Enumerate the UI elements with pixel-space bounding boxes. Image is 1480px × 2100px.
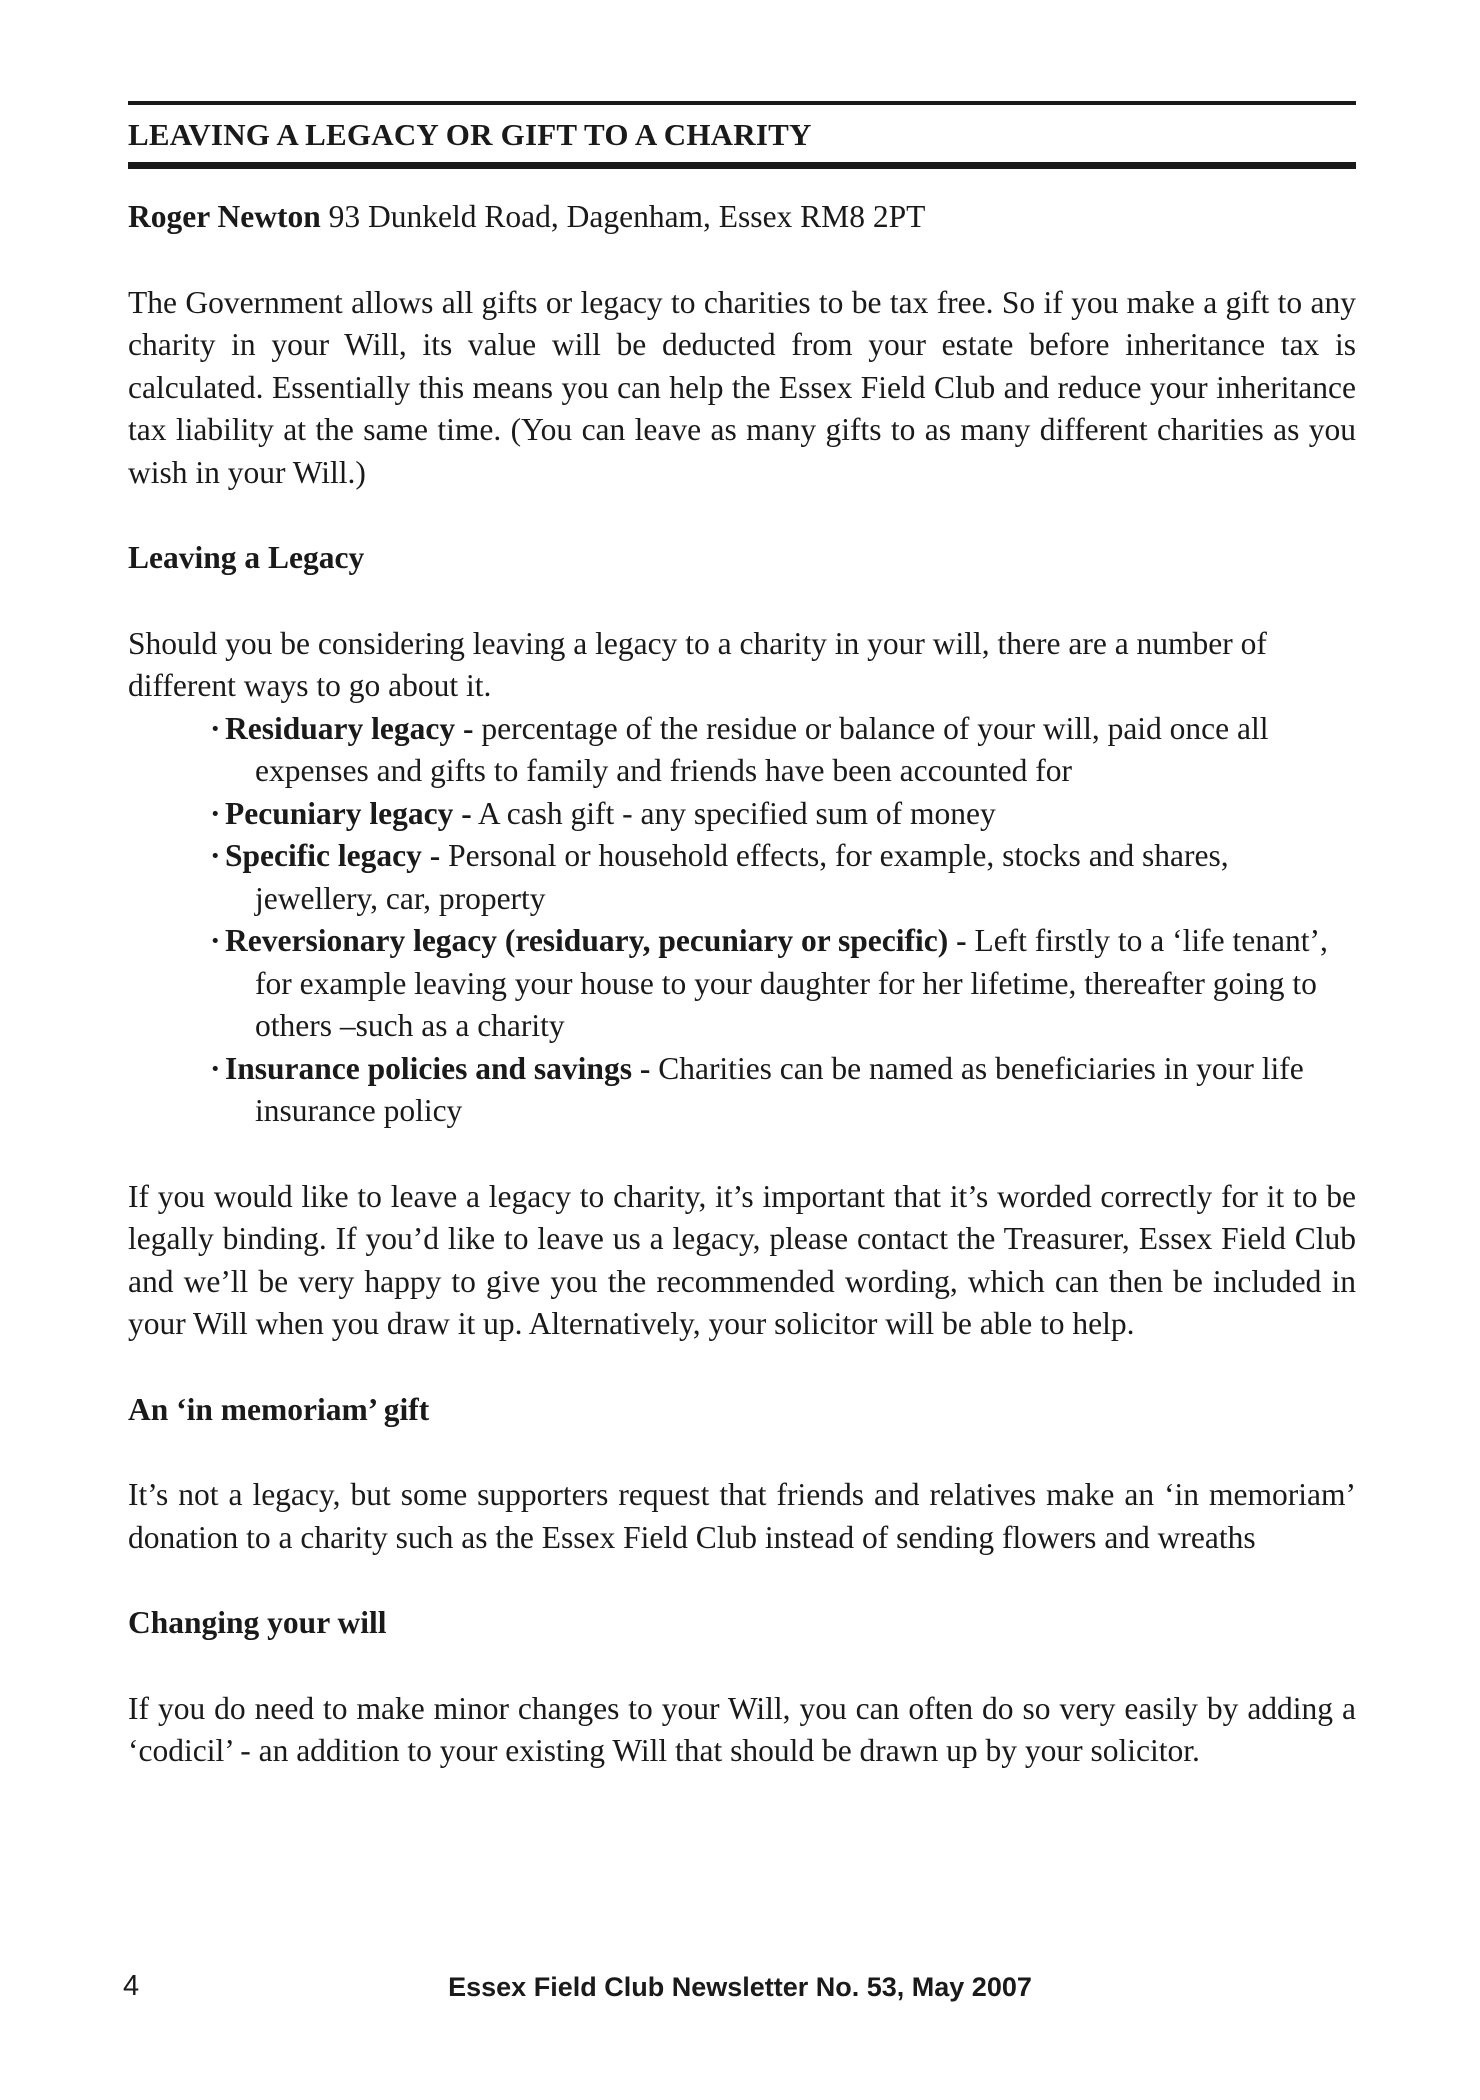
legacy-term: Residuary legacy - — [225, 710, 474, 746]
list-item — [128, 920, 1356, 1048]
legacy-description: Left firstly to a ‘life tenant’, for example leaving your house to your daughter for her lifetime, thereafter going to others –such as a charity — [255, 923, 1328, 1043]
title-top-rule — [128, 101, 1356, 105]
list-item — [128, 708, 1356, 793]
legacy-description: A cash gift - any specified sum of money — [477, 795, 996, 831]
author-address: 93 Dunkeld Road, Dagenham, Essex RM8 2PT — [328, 199, 926, 234]
list-item — [128, 793, 1356, 836]
bullet: · — [210, 1050, 221, 1086]
bullet: · — [210, 923, 221, 958]
page-footer — [0, 1970, 1480, 2010]
changing-will-heading: Changing your will — [128, 1605, 387, 1640]
bullet: · — [210, 795, 221, 831]
bullet: · — [210, 838, 221, 873]
changing-will-paragraph: If you do need to make minor changes to your Will, you can often do so very easily by adding a ‘codicil’ - an addition to your existing Will that should be drawn up by your solicitor. — [128, 1690, 1356, 1768]
bullet: · — [210, 710, 221, 746]
author-line — [128, 196, 1356, 239]
legacy-description: Personal or household effects, for example, stocks and shares, jewellery, car, property — [255, 838, 1229, 916]
article-title: LEAVING A LEGACY OR GIFT TO A CHARITY — [128, 117, 812, 152]
memoriam-heading: An ‘in memoriam’ gift — [128, 1391, 430, 1427]
legacy-heading: Leaving a Legacy — [128, 540, 365, 575]
intro-paragraph: The Government allows all gifts or legacy to charities to be tax free. So if you make a gift to any charity in your Will, its value will be deducted from your estate before inheritance tax is calculated. Essentially this means you can help the Essex Field Club and reduce your inheritance tax liability at the same time. (You can leave as many gifts to as many different charities as you wish in your Will.) — [128, 284, 1356, 490]
legacy-closing-paragraph: If you would like to leave a legacy to charity, it’s important that it’s worded correctly for it to be legally binding. If you’d like to leave us a legacy, please contact the Treasurer, Essex Field Club and we’ll be very happy to give you the recommended wording, which can then be included in your Will when you draw it up. Alternatively, your solicitor will be able to help. — [128, 1178, 1356, 1341]
legacy-intro: Should you be considering leaving a legacy to a charity in your will, there are a number of different ways to go about it. — [128, 625, 1267, 703]
legacy-description: percentage of the residue or balance of your will, paid once all expenses and gifts to family and friends have been accounted for — [255, 710, 1269, 788]
legacy-term: Specific legacy - — [225, 838, 441, 873]
legacy-term: Pecuniary legacy - — [225, 795, 472, 831]
title-bottom-rule — [128, 162, 1356, 169]
list-item — [128, 835, 1356, 920]
legacy-types-list — [128, 708, 1356, 1133]
author-name: Roger Newton — [128, 199, 321, 234]
legacy-description: Charities can be named as beneficiaries in your life insurance policy — [255, 1050, 1304, 1128]
page-number: 4 — [123, 1970, 140, 2002]
article-body — [128, 196, 1356, 1773]
publication-title: Essex Field Club Newsletter No. 53, May 2007 — [448, 1972, 1032, 2002]
memoriam-paragraph: It’s not a legacy, but some supporters request that friends and relatives make an ‘in memoriam’ donation to a charity such as the Essex Field Club instead of sending flowers and wreaths — [128, 1477, 1356, 1555]
legacy-term: Insurance policies and savings - — [225, 1050, 651, 1086]
list-item — [128, 1048, 1356, 1133]
legacy-term: Reversionary legacy (residuary, pecuniary or specific) - — [225, 923, 967, 958]
